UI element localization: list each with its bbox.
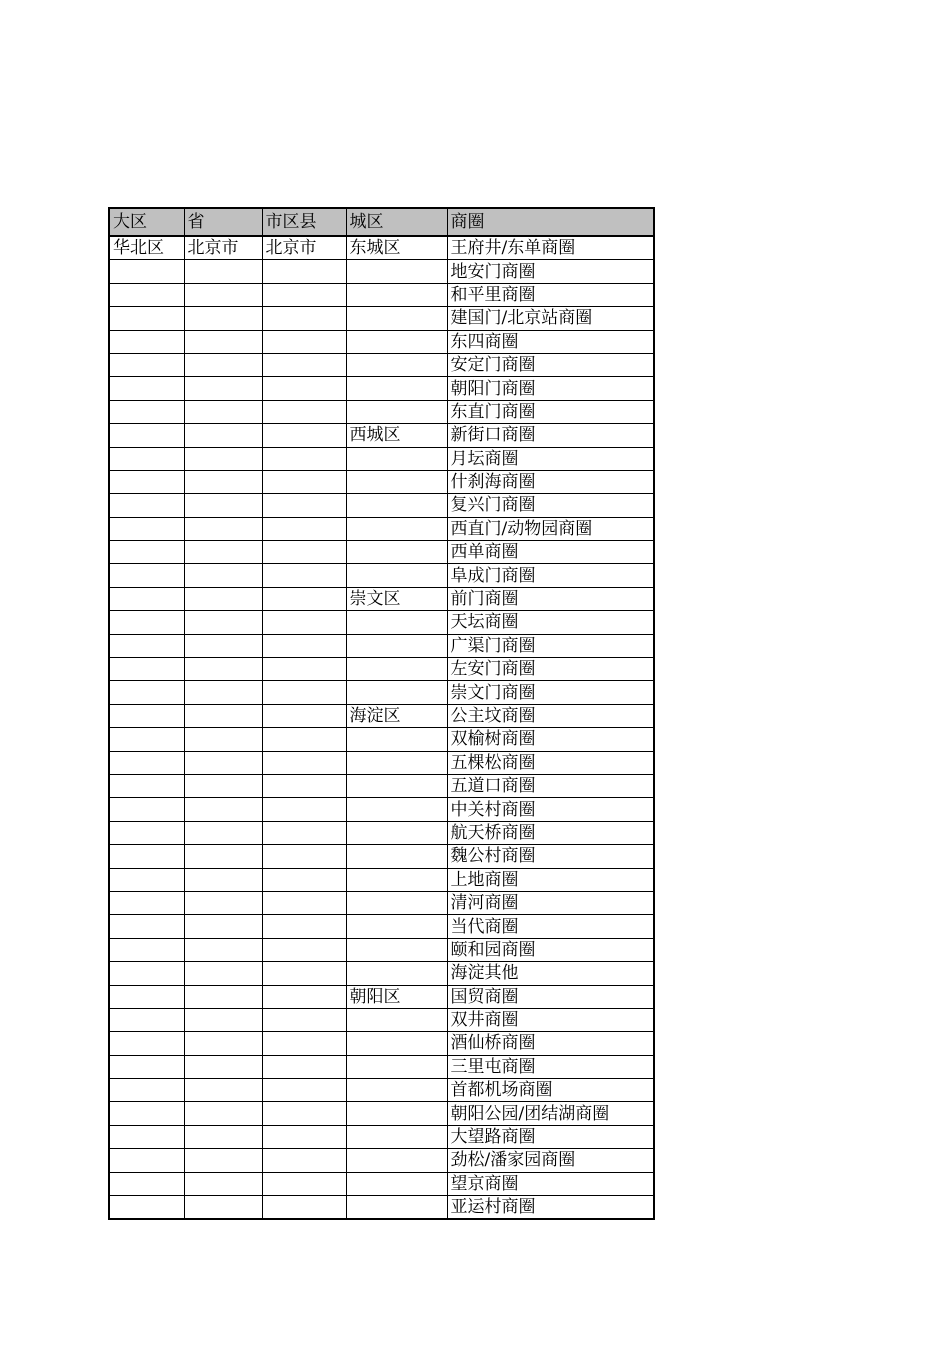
cell-province[interactable] xyxy=(184,1008,262,1031)
cell-region[interactable] xyxy=(109,704,184,727)
table-row xyxy=(109,681,654,704)
cell-business-circle[interactable]: 前门商圈 xyxy=(447,587,654,610)
cell-region[interactable] xyxy=(109,634,184,657)
cell-district[interactable] xyxy=(346,447,447,470)
cell-city[interactable] xyxy=(262,377,346,400)
cell-business-circle[interactable]: 清河商圈 xyxy=(447,891,654,914)
cell-business-circle[interactable]: 西直门/动物园商圈 xyxy=(447,517,654,540)
cell-city[interactable] xyxy=(262,1032,346,1055)
cell-province[interactable] xyxy=(184,400,262,423)
cell-region[interactable] xyxy=(109,658,184,681)
cell-business-circle[interactable]: 望京商圈 xyxy=(447,1172,654,1195)
cell-region[interactable] xyxy=(109,868,184,891)
cell-province[interactable] xyxy=(184,447,262,470)
cell-business-circle[interactable]: 月坛商圈 xyxy=(447,447,654,470)
cell-business-circle[interactable]: 王府井/东单商圈 xyxy=(447,236,654,260)
cell-province[interactable] xyxy=(184,283,262,306)
table-row xyxy=(109,774,654,797)
cell-province[interactable] xyxy=(184,915,262,938)
cell-district[interactable] xyxy=(346,260,447,283)
cell-district[interactable] xyxy=(346,868,447,891)
cell-city[interactable] xyxy=(262,704,346,727)
table-row xyxy=(109,260,654,283)
cell-business-circle[interactable]: 五棵松商圈 xyxy=(447,751,654,774)
cell-city[interactable] xyxy=(262,517,346,540)
cell-business-circle[interactable]: 和平里商圈 xyxy=(447,283,654,306)
cell-region[interactable] xyxy=(109,1055,184,1078)
table-row xyxy=(109,1196,654,1220)
cell-province[interactable] xyxy=(184,1055,262,1078)
cell-city[interactable] xyxy=(262,1079,346,1102)
cell-province[interactable] xyxy=(184,868,262,891)
table-row xyxy=(109,236,654,260)
cell-city[interactable] xyxy=(262,400,346,423)
cell-region[interactable] xyxy=(109,915,184,938)
cell-province[interactable] xyxy=(184,891,262,914)
cell-region[interactable] xyxy=(109,564,184,587)
header-business-circle[interactable]: 商圈 xyxy=(447,208,654,236)
cell-province[interactable] xyxy=(184,634,262,657)
cell-province[interactable] xyxy=(184,1125,262,1148)
cell-province[interactable] xyxy=(184,938,262,961)
cell-business-circle[interactable]: 海淀其他 xyxy=(447,962,654,985)
table-row xyxy=(109,985,654,1008)
cell-region[interactable] xyxy=(109,330,184,353)
cell-province[interactable] xyxy=(184,260,262,283)
cell-city[interactable] xyxy=(262,494,346,517)
cell-district[interactable] xyxy=(346,798,447,821)
cell-city[interactable] xyxy=(262,541,346,564)
table-row xyxy=(109,494,654,517)
cell-province[interactable] xyxy=(184,494,262,517)
cell-province[interactable] xyxy=(184,728,262,751)
cell-city[interactable] xyxy=(262,962,346,985)
cell-district[interactable] xyxy=(346,517,447,540)
cell-business-circle[interactable]: 东直门商圈 xyxy=(447,400,654,423)
cell-business-circle[interactable]: 双榆树商圈 xyxy=(447,728,654,751)
table-row xyxy=(109,962,654,985)
cell-city[interactable] xyxy=(262,985,346,1008)
table-row xyxy=(109,821,654,844)
table-row xyxy=(109,283,654,306)
cell-city[interactable] xyxy=(262,1196,346,1220)
cell-region[interactable] xyxy=(109,751,184,774)
cell-province[interactable] xyxy=(184,798,262,821)
cell-city[interactable] xyxy=(262,587,346,610)
table-row xyxy=(109,400,654,423)
cell-business-circle[interactable]: 五道口商圈 xyxy=(447,774,654,797)
table-row xyxy=(109,1125,654,1148)
cell-business-circle[interactable]: 上地商圈 xyxy=(447,868,654,891)
cell-city[interactable] xyxy=(262,658,346,681)
cell-district[interactable] xyxy=(346,751,447,774)
cell-region[interactable] xyxy=(109,962,184,985)
cell-region[interactable] xyxy=(109,424,184,447)
cell-business-circle[interactable]: 西单商圈 xyxy=(447,541,654,564)
table-row xyxy=(109,634,654,657)
cell-city[interactable] xyxy=(262,1055,346,1078)
cell-district[interactable]: 西城区 xyxy=(346,424,447,447)
cell-business-circle[interactable]: 三里屯商圈 xyxy=(447,1055,654,1078)
cell-region[interactable] xyxy=(109,845,184,868)
cell-province[interactable]: 北京市 xyxy=(184,236,262,260)
cell-province[interactable] xyxy=(184,658,262,681)
cell-district[interactable] xyxy=(346,1055,447,1078)
cell-province[interactable] xyxy=(184,470,262,493)
table-row xyxy=(109,587,654,610)
table-header-row xyxy=(109,208,654,236)
cell-region[interactable] xyxy=(109,1079,184,1102)
cell-province[interactable] xyxy=(184,1102,262,1125)
cell-district[interactable] xyxy=(346,915,447,938)
cell-province[interactable] xyxy=(184,611,262,634)
cell-city[interactable] xyxy=(262,751,346,774)
table-row xyxy=(109,728,654,751)
cell-business-circle[interactable]: 阜成门商圈 xyxy=(447,564,654,587)
cell-region[interactable] xyxy=(109,283,184,306)
cell-business-circle[interactable]: 双井商圈 xyxy=(447,1008,654,1031)
cell-district[interactable] xyxy=(346,377,447,400)
cell-business-circle[interactable]: 建国门/北京站商圈 xyxy=(447,307,654,330)
table-row xyxy=(109,447,654,470)
cell-region[interactable]: 华北区 xyxy=(109,236,184,260)
table-row xyxy=(109,564,654,587)
cell-city[interactable] xyxy=(262,798,346,821)
cell-district[interactable] xyxy=(346,634,447,657)
cell-business-circle[interactable]: 左安门商圈 xyxy=(447,658,654,681)
cell-district[interactable]: 朝阳区 xyxy=(346,985,447,1008)
cell-business-circle[interactable]: 朝阳公园/团结湖商圈 xyxy=(447,1102,654,1125)
cell-business-circle[interactable]: 广渠门商圈 xyxy=(447,634,654,657)
table-row xyxy=(109,915,654,938)
cell-business-circle[interactable]: 颐和园商圈 xyxy=(447,938,654,961)
cell-province[interactable] xyxy=(184,330,262,353)
cell-province[interactable] xyxy=(184,1149,262,1172)
cell-region[interactable] xyxy=(109,728,184,751)
cell-city[interactable] xyxy=(262,915,346,938)
cell-city[interactable] xyxy=(262,470,346,493)
cell-district[interactable] xyxy=(346,1125,447,1148)
cell-region[interactable] xyxy=(109,470,184,493)
cell-city[interactable] xyxy=(262,938,346,961)
cell-business-circle[interactable]: 崇文门商圈 xyxy=(447,681,654,704)
table-row xyxy=(109,611,654,634)
cell-province[interactable] xyxy=(184,1079,262,1102)
cell-business-circle[interactable]: 航天桥商圈 xyxy=(447,821,654,844)
cell-region[interactable] xyxy=(109,1196,184,1220)
cell-district[interactable] xyxy=(346,1196,447,1220)
table-row xyxy=(109,330,654,353)
cell-city[interactable] xyxy=(262,821,346,844)
cell-business-circle[interactable]: 劲松/潘家园商圈 xyxy=(447,1149,654,1172)
cell-city[interactable] xyxy=(262,681,346,704)
cell-business-circle[interactable]: 中关村商圈 xyxy=(447,798,654,821)
cell-city[interactable] xyxy=(262,728,346,751)
table-row xyxy=(109,1055,654,1078)
cell-region[interactable] xyxy=(109,1172,184,1195)
cell-city[interactable] xyxy=(262,1102,346,1125)
cell-province[interactable] xyxy=(184,377,262,400)
cell-district[interactable] xyxy=(346,541,447,564)
cell-region[interactable] xyxy=(109,494,184,517)
table-row xyxy=(109,1079,654,1102)
cell-province[interactable] xyxy=(184,1172,262,1195)
cell-district[interactable] xyxy=(346,728,447,751)
cell-city[interactable] xyxy=(262,891,346,914)
cell-district[interactable] xyxy=(346,1149,447,1172)
cell-district[interactable] xyxy=(346,283,447,306)
cell-province[interactable] xyxy=(184,587,262,610)
table-row xyxy=(109,704,654,727)
cell-region[interactable] xyxy=(109,541,184,564)
cell-business-circle[interactable]: 大望路商圈 xyxy=(447,1125,654,1148)
cell-city[interactable] xyxy=(262,868,346,891)
cell-district[interactable] xyxy=(346,658,447,681)
cell-province[interactable] xyxy=(184,1032,262,1055)
cell-district[interactable] xyxy=(346,774,447,797)
cell-region[interactable] xyxy=(109,821,184,844)
cell-district[interactable] xyxy=(346,494,447,517)
cell-city[interactable] xyxy=(262,634,346,657)
cell-business-circle[interactable]: 当代商圈 xyxy=(447,915,654,938)
cell-district[interactable] xyxy=(346,1008,447,1031)
cell-district[interactable] xyxy=(346,1032,447,1055)
cell-province[interactable] xyxy=(184,985,262,1008)
table-row xyxy=(109,1102,654,1125)
cell-region[interactable] xyxy=(109,938,184,961)
cell-city[interactable] xyxy=(262,447,346,470)
cell-region[interactable] xyxy=(109,517,184,540)
cell-district[interactable] xyxy=(346,307,447,330)
cell-region[interactable] xyxy=(109,377,184,400)
cell-business-circle[interactable]: 公主坟商圈 xyxy=(447,704,654,727)
table-row xyxy=(109,1032,654,1055)
cell-region[interactable] xyxy=(109,1102,184,1125)
cell-district[interactable] xyxy=(346,962,447,985)
table-row xyxy=(109,938,654,961)
cell-province[interactable] xyxy=(184,774,262,797)
cell-province[interactable] xyxy=(184,1196,262,1220)
table-row xyxy=(109,307,654,330)
cell-district[interactable] xyxy=(346,564,447,587)
cell-region[interactable] xyxy=(109,681,184,704)
cell-province[interactable] xyxy=(184,751,262,774)
table-row xyxy=(109,377,654,400)
cell-district[interactable] xyxy=(346,681,447,704)
cell-city[interactable]: 北京市 xyxy=(262,236,346,260)
cell-province[interactable] xyxy=(184,564,262,587)
cell-province[interactable] xyxy=(184,517,262,540)
cell-city[interactable] xyxy=(262,283,346,306)
cell-region[interactable] xyxy=(109,1125,184,1148)
cell-district[interactable] xyxy=(346,1172,447,1195)
cell-city[interactable] xyxy=(262,611,346,634)
cell-region[interactable] xyxy=(109,985,184,1008)
cell-city[interactable] xyxy=(262,353,346,376)
header-district[interactable]: 城区 xyxy=(346,208,447,236)
cell-province[interactable] xyxy=(184,821,262,844)
cell-region[interactable] xyxy=(109,307,184,330)
table-row xyxy=(109,517,654,540)
cell-region[interactable] xyxy=(109,260,184,283)
cell-region[interactable] xyxy=(109,1008,184,1031)
cell-business-circle[interactable]: 魏公村商圈 xyxy=(447,845,654,868)
cell-district[interactable] xyxy=(346,821,447,844)
cell-city[interactable] xyxy=(262,1172,346,1195)
table-row xyxy=(109,798,654,821)
cell-region[interactable] xyxy=(109,587,184,610)
cell-city[interactable] xyxy=(262,424,346,447)
cell-city[interactable] xyxy=(262,260,346,283)
cell-province[interactable] xyxy=(184,307,262,330)
cell-district[interactable] xyxy=(346,611,447,634)
cell-city[interactable] xyxy=(262,330,346,353)
cell-province[interactable] xyxy=(184,541,262,564)
cell-city[interactable] xyxy=(262,845,346,868)
header-province[interactable]: 省 xyxy=(184,208,262,236)
cell-business-circle[interactable]: 朝阳门商圈 xyxy=(447,377,654,400)
table-row xyxy=(109,891,654,914)
cell-business-circle[interactable]: 地安门商圈 xyxy=(447,260,654,283)
table-body xyxy=(109,236,654,1219)
cell-business-circle[interactable]: 安定门商圈 xyxy=(447,353,654,376)
cell-district[interactable] xyxy=(346,845,447,868)
cell-region[interactable] xyxy=(109,1149,184,1172)
cell-district[interactable] xyxy=(346,400,447,423)
cell-region[interactable] xyxy=(109,447,184,470)
header-city[interactable]: 市区县 xyxy=(262,208,346,236)
cell-province[interactable] xyxy=(184,424,262,447)
cell-business-circle[interactable]: 亚运村商圈 xyxy=(447,1196,654,1220)
table-row xyxy=(109,1172,654,1195)
cell-district[interactable] xyxy=(346,330,447,353)
cell-city[interactable] xyxy=(262,564,346,587)
cell-district[interactable]: 东城区 xyxy=(346,236,447,260)
cell-region[interactable] xyxy=(109,353,184,376)
table-row xyxy=(109,1149,654,1172)
cell-business-circle[interactable]: 首都机场商圈 xyxy=(447,1079,654,1102)
cell-region[interactable] xyxy=(109,400,184,423)
cell-business-circle[interactable]: 东四商圈 xyxy=(447,330,654,353)
business-district-table xyxy=(108,207,655,1220)
cell-city[interactable] xyxy=(262,1125,346,1148)
cell-district[interactable]: 崇文区 xyxy=(346,587,447,610)
cell-region[interactable] xyxy=(109,611,184,634)
cell-district[interactable] xyxy=(346,1102,447,1125)
cell-region[interactable] xyxy=(109,798,184,821)
table-row xyxy=(109,470,654,493)
cell-province[interactable] xyxy=(184,962,262,985)
header-region[interactable]: 大区 xyxy=(109,208,184,236)
cell-province[interactable] xyxy=(184,704,262,727)
cell-city[interactable] xyxy=(262,307,346,330)
cell-district[interactable] xyxy=(346,891,447,914)
cell-business-circle[interactable]: 国贸商圈 xyxy=(447,985,654,1008)
cell-business-circle[interactable]: 酒仙桥商圈 xyxy=(447,1032,654,1055)
table-row xyxy=(109,845,654,868)
cell-region[interactable] xyxy=(109,774,184,797)
table-row xyxy=(109,751,654,774)
cell-district[interactable] xyxy=(346,1079,447,1102)
cell-region[interactable] xyxy=(109,891,184,914)
cell-business-circle[interactable]: 天坛商圈 xyxy=(447,611,654,634)
cell-region[interactable] xyxy=(109,1032,184,1055)
cell-business-circle[interactable]: 新街口商圈 xyxy=(447,424,654,447)
table-row xyxy=(109,424,654,447)
table-row xyxy=(109,868,654,891)
cell-province[interactable] xyxy=(184,353,262,376)
cell-business-circle[interactable]: 复兴门商圈 xyxy=(447,494,654,517)
cell-province[interactable] xyxy=(184,845,262,868)
cell-business-circle[interactable]: 什刹海商圈 xyxy=(447,470,654,493)
table-row xyxy=(109,353,654,376)
cell-city[interactable] xyxy=(262,1008,346,1031)
cell-district[interactable] xyxy=(346,470,447,493)
cell-city[interactable] xyxy=(262,1149,346,1172)
cell-city[interactable] xyxy=(262,774,346,797)
table-row xyxy=(109,658,654,681)
cell-province[interactable] xyxy=(184,681,262,704)
cell-district[interactable]: 海淀区 xyxy=(346,704,447,727)
table-row xyxy=(109,1008,654,1031)
table-row xyxy=(109,541,654,564)
cell-district[interactable] xyxy=(346,938,447,961)
cell-district[interactable] xyxy=(346,353,447,376)
